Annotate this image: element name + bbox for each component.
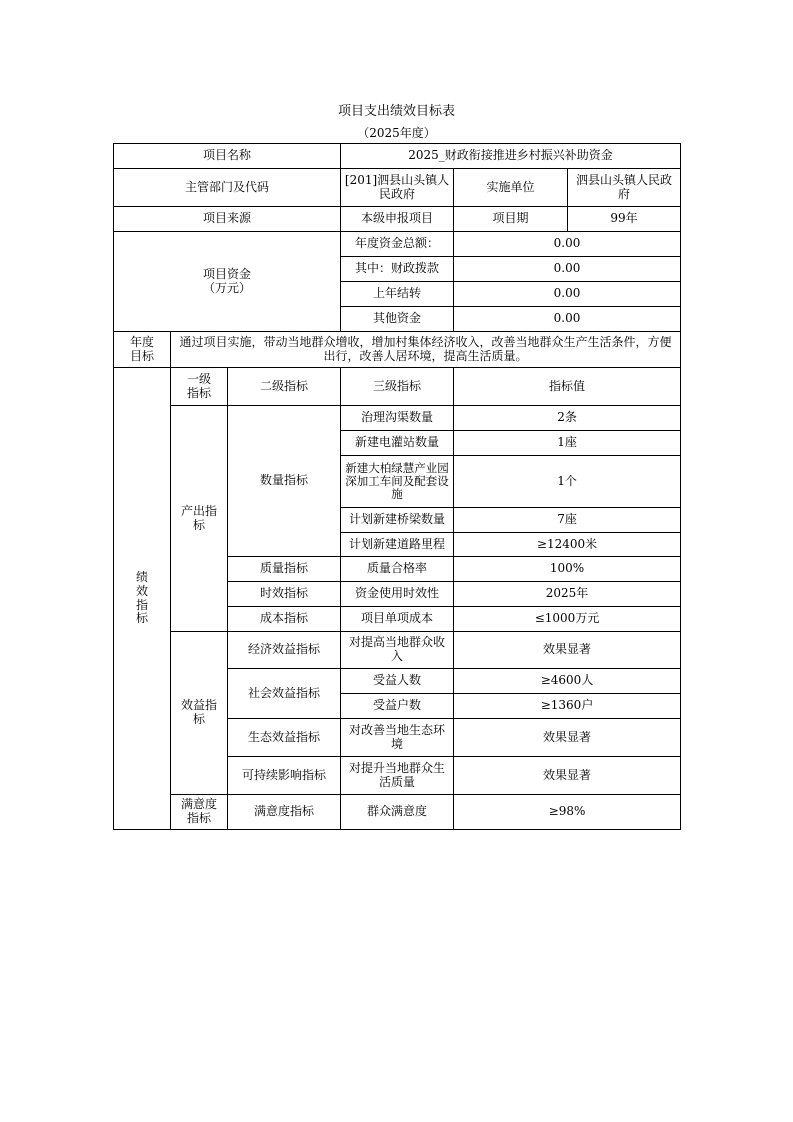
timeliness-label: 时效指标 — [228, 582, 341, 607]
row-source — [114, 207, 681, 232]
indicator-name: 计划新建道路里程 — [341, 533, 454, 557]
indicator-value: 效果显著 — [454, 757, 681, 795]
indicator-name: 质量合格率 — [341, 557, 454, 582]
funds-label — [114, 232, 341, 332]
social-label: 社会效益指标 — [228, 669, 341, 719]
performance-label — [114, 368, 171, 830]
indicator-name: 新建大柏绿慧产业园深加工车间及配套设施 — [341, 456, 454, 508]
project-name-label: 项目名称 — [114, 144, 341, 169]
quality-label: 质量指标 — [228, 557, 341, 582]
satisfaction-label-text: 满意度 指标 — [180, 797, 217, 825]
ecological-label: 生态效益指标 — [228, 719, 341, 757]
funds-row-value: 0.00 — [454, 257, 681, 282]
indicator-name: 项目单项成本 — [341, 607, 454, 632]
benefit-label — [171, 632, 228, 795]
page-title: 项目支出绩效目标表 — [337, 104, 455, 119]
row-annual-goal — [114, 332, 681, 368]
indicator-value: 2条 — [454, 406, 681, 431]
funds-row-value: 0.00 — [454, 232, 681, 257]
indicator-name: 对提升当地群众生活质量 — [341, 757, 454, 795]
satisfaction-level2: 满意度指标 — [228, 795, 341, 830]
funds-label-text: 项目资金 （万元） — [203, 266, 252, 295]
row-satisfaction — [114, 795, 681, 830]
sustainable-label: 可持续影响指标 — [228, 757, 341, 795]
indicator-name: 对提高当地群众收入 — [341, 632, 454, 669]
indicator-value: ≥98% — [454, 795, 681, 830]
row-indicator-headers — [114, 368, 681, 406]
output-label-text: 产出指 标 — [180, 503, 217, 532]
indicator-value: 7座 — [454, 508, 681, 533]
indicator-name: 治理沟渠数量 — [341, 406, 454, 431]
indicator-value: 效果显著 — [454, 632, 681, 669]
funds-row-label: 其中：财政拨款 — [341, 257, 454, 282]
row-dept — [114, 169, 681, 207]
funds-row-label: 其他资金 — [341, 307, 454, 332]
cost-label: 成本指标 — [228, 607, 341, 632]
quantity-label: 数量指标 — [228, 406, 341, 557]
header-level2: 二级指标 — [228, 368, 341, 406]
economic-label: 经济效益指标 — [228, 632, 341, 669]
indicator-name: 受益人数 — [341, 669, 454, 694]
dept-value: [201]泗县山头镇人民政府 — [341, 169, 454, 207]
source-value: 本级申报项目 — [341, 207, 454, 232]
dept-label: 主管部门及代码 — [114, 169, 341, 207]
annual-goal-text: 通过项目实施，带动当地群众增收，增加村集体经济收入，改善当地群众生产生活条件，方便出行，改善人居环境，提高生活质量。 — [171, 332, 681, 368]
indicator-value: ≥12400米 — [454, 533, 681, 557]
period-value: 99年 — [568, 207, 681, 232]
indicator-name: 新建电灌站数量 — [341, 431, 454, 456]
indicator-value: 效果显著 — [454, 719, 681, 757]
satisfaction-label — [171, 795, 228, 830]
row-output-quantity-1 — [114, 406, 681, 431]
indicator-value: 100% — [454, 557, 681, 582]
indicator-value: 1个 — [454, 456, 681, 508]
indicator-value: 2025年 — [454, 582, 681, 607]
performance-label-text: 绩 效 指 标 — [135, 569, 148, 626]
impl-label: 实施单位 — [454, 169, 568, 207]
output-label — [171, 406, 228, 632]
funds-row-value: 0.00 — [454, 282, 681, 307]
impl-value: 泗县山头镇人民政府 — [568, 169, 681, 207]
indicator-name: 计划新建桥梁数量 — [341, 508, 454, 533]
indicator-name: 受益户数 — [341, 694, 454, 719]
source-label: 项目来源 — [114, 207, 341, 232]
header-level1 — [171, 368, 228, 406]
funds-row-value: 0.00 — [454, 307, 681, 332]
annual-goal-label — [114, 332, 171, 368]
header-level3: 三级指标 — [341, 368, 454, 406]
header-value: 指标值 — [454, 368, 681, 406]
header-level1-text: 一级 指标 — [186, 371, 211, 400]
period-label: 项目期 — [454, 207, 568, 232]
row-funds-total — [114, 232, 681, 257]
indicator-value: 1座 — [454, 431, 681, 456]
annual-goal-label-text: 年度 目标 — [129, 334, 154, 363]
indicator-name: 群众满意度 — [341, 795, 454, 830]
indicator-name: 资金使用时效性 — [341, 582, 454, 607]
performance-table — [113, 143, 681, 830]
benefit-label-text: 效益指 标 — [180, 698, 217, 726]
indicator-value: ≥1360户 — [454, 694, 681, 719]
row-project-name — [114, 144, 681, 169]
page-subtitle: （2025年度） — [357, 126, 436, 140]
indicator-name: 对改善当地生态环境 — [341, 719, 454, 757]
funds-row-label: 年度资金总额： — [341, 232, 454, 257]
project-name-value: 2025_财政衔接推进乡村振兴补助资金 — [341, 144, 681, 169]
indicator-value: ≤1000万元 — [454, 607, 681, 632]
indicator-value: ≥4600人 — [454, 669, 681, 694]
funds-row-label: 上年结转 — [341, 282, 454, 307]
row-benefit-economic — [114, 632, 681, 669]
